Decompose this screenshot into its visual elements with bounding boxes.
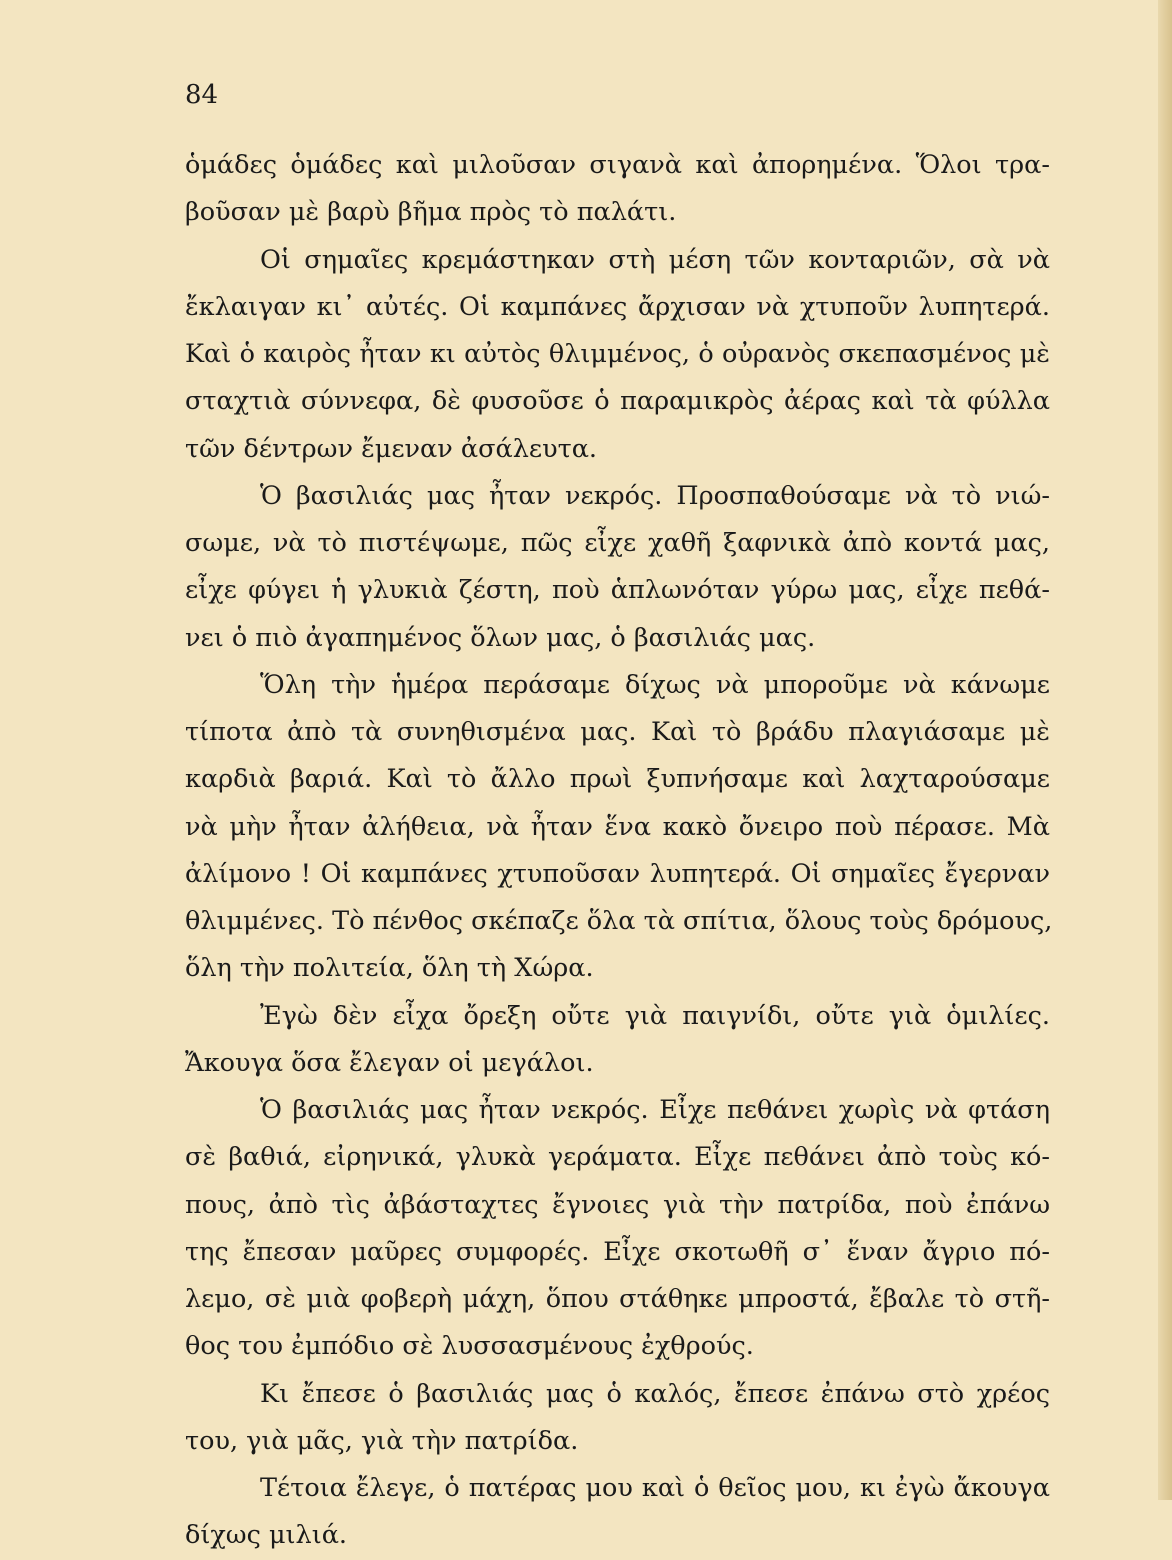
- text-line: Ὅλη τὴν ἡμέρα περάσαμε δίχως νὰ μποροῦμε νὰ κάνωμε: [260, 669, 1050, 700]
- text-line: σὲ βαθιά, εἰρηνικά, γλυκὰ γεράματα. Εἶχε πεθάνει ἀπὸ τοὺς κό-: [185, 1142, 1050, 1173]
- text-line: Κι ἔπεσε ὁ βασιλιάς μας ὁ καλός, ἔπεσε ἐπάνω στὸ χρέος: [260, 1378, 1050, 1409]
- text-line: Ὁ βασιλιάς μας ἦταν νεκρός. Εἶχε πεθάνει χωρὶς νὰ φτάση: [260, 1095, 1050, 1125]
- text-line: ἔκλαιγαν κι᾿ αὐτές. Οἱ καμπάνες ἄρχισαν νὰ χτυποῦν λυπητερά.: [185, 291, 1050, 322]
- text-line: της ἔπεσαν μαῦρες συμφορές. Εἶχε σκοτωθῆ σ᾿ ἕναν ἄγριο πό-: [185, 1236, 1050, 1267]
- text-line: Ἄκουγα ὅσα ἔλεγαν οἱ μεγάλοι.: [185, 1047, 594, 1078]
- text-line: Καὶ ὁ καιρὸς ἦταν κι αὐτὸς θλιμμένος, ὁ οὐρανὸς σκεπασμένος μὲ: [185, 339, 1050, 369]
- page-number: 84: [185, 80, 219, 110]
- text-line: τῶν δέντρων ἔμεναν ἀσάλευτα.: [185, 433, 598, 464]
- text-line: λεμο, σὲ μιὰ φοβερὴ μάχη, ὅπου στάθηκε μπροστά, ἔβαλε τὸ στῆ-: [185, 1284, 1050, 1314]
- text-line: πους, ἀπὸ τὶς ἀβάσταχτες ἔγνοιες γιὰ τὴν πατρίδα, ποὺ ἐπάνω: [185, 1189, 1050, 1220]
- text-line: Τέτοια ἔλεγε, ὁ πατέρας μου καὶ ὁ θεῖος μου, κι ἐγὼ ἄκουγα: [260, 1473, 1050, 1503]
- page-edge-shadow: [1158, 0, 1172, 1500]
- text-line: ὅλη τὴν πολιτεία, ὅλη τὴ Χώρα.: [185, 953, 594, 984]
- text-line: καρδιὰ βαριά. Καὶ τὸ ἄλλο πρωὶ ξυπνήσαμε καὶ λαχταρούσαμε: [185, 764, 1050, 795]
- text-line: τίποτα ἀπὸ τὰ συνηθισμένα μας. Καὶ τὸ βράδυ πλαγιάσαμε μὲ: [185, 717, 1050, 747]
- text-line: βοῦσαν μὲ βαρὺ βῆμα πρὸς τὸ παλάτι.: [185, 197, 677, 228]
- text-line: εἶχε φύγει ἡ γλυκιὰ ζέστη, ποὺ ἁπλωνόταν γύρω μας, εἶχε πεθά-: [185, 575, 1050, 606]
- text-line: σωμε, νὰ τὸ πιστέψωμε, πῶς εἶχε χαθῆ ξαφνικὰ ἀπὸ κοντά μας,: [185, 528, 1050, 558]
- text-line: θος του ἐμπόδιο σὲ λυσσασμένους ἐχθρούς.: [185, 1331, 754, 1362]
- text-line: θλιμμένες. Τὸ πένθος σκέπαζε ὅλα τὰ σπίτια, ὅλους τοὺς δρόμους,: [185, 906, 1053, 936]
- text-line: ὁμάδες ὁμάδες καὶ μιλοῦσαν σιγανὰ καὶ ἀπορημένα. Ὅλοι τρα-: [185, 150, 1050, 180]
- text-line: Ὁ βασιλιάς μας ἦταν νεκρός. Προσπαθούσαμε νὰ τὸ νιώ-: [260, 480, 1050, 511]
- text-line: ἀλίμονο ! Οἱ καμπάνες χτυποῦσαν λυπητερά. Οἱ σημαῖες ἔγερναν: [185, 858, 1050, 889]
- text-line: Οἱ σημαῖες κρεμάστηκαν στὴ μέση τῶν κονταριῶν, σὰ νὰ: [260, 244, 1050, 275]
- text-line: νὰ μὴν ἦταν ἀλήθεια, νὰ ἦταν ἕνα κακὸ ὄνειρο ποὺ πέρασε. Μὰ: [185, 811, 1050, 842]
- text-line: του, γιὰ μᾶς, γιὰ τὴν πατρίδα.: [185, 1425, 579, 1456]
- text-line: σταχτιὰ σύννεφα, δὲ φυσοῦσε ὁ παραμικρὸς ἀέρας καὶ τὰ φύλλα: [185, 386, 1050, 417]
- body-text: [185, 142, 1053, 1560]
- text-line: Ἐγὼ δὲν εἶχα ὄρεξη οὔτε γιὰ παιγνίδι, οὔτε γιὰ ὁμιλίες.: [260, 1000, 1050, 1031]
- text-line: νει ὁ πιὸ ἀγαπημένος ὅλων μας, ὁ βασιλιάς μας.: [185, 622, 816, 653]
- text-line: δίχως μιλιά.: [185, 1520, 348, 1551]
